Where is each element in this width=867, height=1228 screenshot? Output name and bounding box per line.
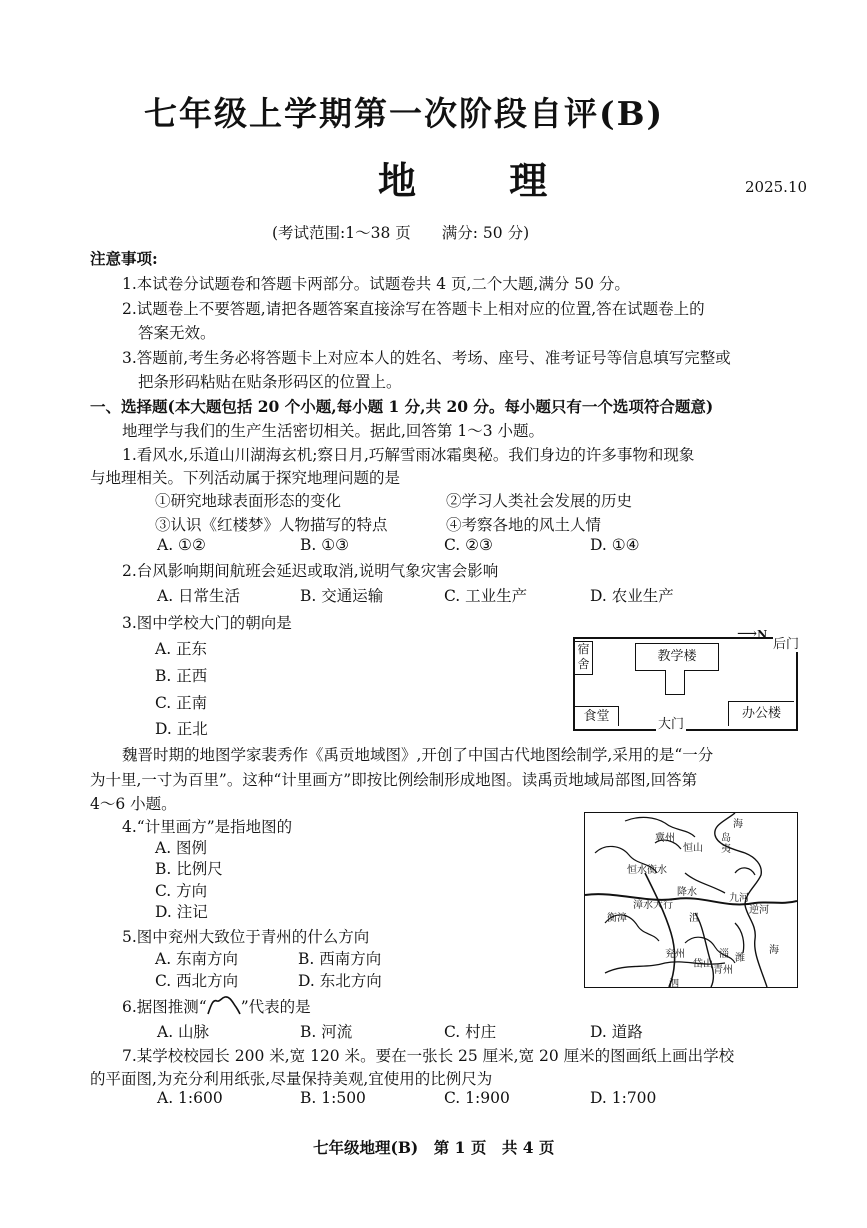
zi-label: 淄 xyxy=(719,949,729,960)
wei-label: 潍 xyxy=(735,953,745,964)
q1-stem-line2: 与地理相关。下列活动属于探究地理问题的是 xyxy=(90,469,401,487)
qingzhou-label: 青州 xyxy=(713,965,733,976)
hengshui-label: 恒水衡水 xyxy=(627,865,667,876)
q2-option-c: C. 工业生产 xyxy=(444,587,528,605)
passage2-line3: 4～6 小题。 xyxy=(90,795,177,813)
note-2-cont: 答案无效。 xyxy=(138,324,216,342)
hengzhang-label: 衡漳 xyxy=(607,913,627,924)
teaching-building: 教学楼 xyxy=(635,643,719,671)
q7-option-d: D. 1:700 xyxy=(590,1089,657,1107)
dorm-building: 宿舍 xyxy=(575,641,593,675)
q1-statement-4: ④考察各地的风土人情 xyxy=(446,516,602,534)
q7-option-c: C. 1:900 xyxy=(444,1089,510,1107)
teaching-building-wing xyxy=(665,670,685,695)
q3-stem: 3.图中学校大门的朝向是 xyxy=(122,614,292,632)
q7-option-b: B. 1:500 xyxy=(300,1089,366,1107)
q5-option-a: A. 东南方向 xyxy=(155,950,239,968)
ju-label: 沮 xyxy=(689,913,699,924)
q3-option-a: A. 正东 xyxy=(155,640,208,658)
section1-heading: 一、选择题(本大题包括 20 个小题,每小题 1 分,共 20 分。每小题只有一个选项符合题意) xyxy=(90,397,714,416)
q4-option-a: A. 图例 xyxy=(155,839,208,857)
q6-stem-post: ”代表的是 xyxy=(240,998,311,1016)
section1-intro: 地理学与我们的生产生活密切相关。据此,回答第 1～3 小题。 xyxy=(122,422,545,440)
nihe-label: 逆河 xyxy=(749,905,769,916)
passage2-line2: 为十里,一寸为百里”。这种“计里画方”即按比例绘制形成地图。读禹贡地域局部图,回答第 xyxy=(90,771,698,789)
exam-title: 七年级上学期第一次阶段自评(B) xyxy=(144,94,665,133)
q4-stem: 4.“计里画方”是指地图的 xyxy=(122,818,293,836)
q3-option-b: B. 正西 xyxy=(155,667,208,685)
note-1: 1.本试卷分试题卷和答题卡两部分。试题卷共 4 页,二个大题,满分 50 分。 xyxy=(122,275,630,293)
q3-option-d: D. 正北 xyxy=(155,720,208,738)
passage2-line1: 魏晋时期的地图学家裴秀作《禹贡地域图》,开创了中国古代地图绘制学,采用的是“一分 xyxy=(122,746,714,764)
q4-option-b: B. 比例尺 xyxy=(155,860,223,878)
zhangshui-label: 漳水大行 xyxy=(633,900,673,911)
north-arrow: ⟶N xyxy=(737,626,768,642)
note-3: 3.答题前,考生务必将答题卡上对应本人的姓名、考场、座号、准考证号等信息填写完整或 xyxy=(122,349,731,367)
mountain-symbol-icon xyxy=(207,995,241,1015)
q1-option-d: D. ①④ xyxy=(590,536,640,554)
q1-statement-3: ③认识《红楼梦》人物描写的特点 xyxy=(155,516,388,534)
q6-option-c: C. 村庄 xyxy=(444,1023,497,1041)
q6-option-a: A. 山脉 xyxy=(157,1023,210,1041)
q5-option-c: C. 西北方向 xyxy=(155,972,239,990)
sea-label-east: 海 xyxy=(769,945,779,956)
dao-label: 岛 xyxy=(721,833,731,844)
q6-option-b: B. 河流 xyxy=(300,1023,353,1041)
q4-option-c: C. 方向 xyxy=(155,882,208,900)
school-map xyxy=(573,626,800,732)
q5-option-d: D. 东北方向 xyxy=(298,972,382,990)
q5-option-b: B. 西南方向 xyxy=(298,950,382,968)
si-label: 泗 xyxy=(669,979,679,990)
q4-option-d: D. 注记 xyxy=(155,903,208,921)
back-gate-label: 后门 xyxy=(773,633,799,652)
q1-option-b: B. ①③ xyxy=(300,536,350,554)
q7-stem-line2: 的平面图,为充分利用纸张,尽量保持美观,宜使用的比例尺为 xyxy=(90,1070,493,1088)
daishan-label: 岱山 xyxy=(693,959,713,970)
main-gate-label: 大门 xyxy=(656,713,686,732)
q6-stem-pre: 6.据图推测“ xyxy=(122,998,207,1016)
exam-scope: (考试范围:1～38 页 满分: 50 分) xyxy=(272,224,530,242)
q2-option-a: A. 日常生活 xyxy=(157,587,241,605)
q7-option-a: A. 1:600 xyxy=(157,1089,223,1107)
q7-stem-line1: 7.某学校校园长 200 米,宽 120 米。要在一张长 25 厘米,宽 20 厘米的图画纸上画出学校 xyxy=(122,1047,735,1065)
canteen-building: 食堂 xyxy=(575,706,619,726)
q1-statement-1: ①研究地球表面形态的变化 xyxy=(155,492,342,510)
q1-statement-2: ②学习人类社会发展的历史 xyxy=(446,492,633,510)
note-3-cont: 把条形码粘贴在贴条形码区的位置上。 xyxy=(138,373,402,391)
subject-title: 地 理 xyxy=(378,158,588,203)
q2-option-d: D. 农业生产 xyxy=(590,587,674,605)
yugong-map xyxy=(584,812,798,988)
jiangshui-label: 降水 xyxy=(677,887,697,898)
hengshan-label: 恒山 xyxy=(683,843,703,854)
yi-label: 夷 xyxy=(721,844,731,855)
q2-stem: 2.台风影响期间航班会延迟或取消,说明气象灾害会影响 xyxy=(122,562,499,580)
note-2: 2.试题卷上不要答题,请把各题答案直接涂写在答题卡上相对应的位置,答在试题卷上的 xyxy=(122,300,705,318)
q1-option-a: A. ①② xyxy=(157,536,206,554)
q6-option-d: D. 道路 xyxy=(590,1023,643,1041)
exam-date: 2025.10 xyxy=(745,178,808,196)
q1-stem-line1: 1.看风水,乐道山川湖海玄机;察日月,巧解雪雨冰霜奥秘。我们身边的许多事物和现象 xyxy=(122,446,695,464)
q2-option-b: B. 交通运输 xyxy=(300,587,384,605)
jiuhe-label: 九河 xyxy=(729,893,749,904)
yanzhou-label: 兖州 xyxy=(665,949,685,960)
page-footer: 七年级地理(B) 第 1 页 共 4 页 xyxy=(313,1138,555,1157)
q6-stem xyxy=(122,995,311,1017)
notes-heading: 注意事项: xyxy=(90,249,158,268)
office-building: 办公楼 xyxy=(728,701,794,726)
jizhou-label: 冀州 xyxy=(655,833,675,844)
sea-label-north: 海 xyxy=(733,819,743,830)
q3-option-c: C. 正南 xyxy=(155,694,208,712)
q1-option-c: C. ②③ xyxy=(444,536,493,554)
q5-stem: 5.图中兖州大致位于青州的什么方向 xyxy=(122,928,370,946)
